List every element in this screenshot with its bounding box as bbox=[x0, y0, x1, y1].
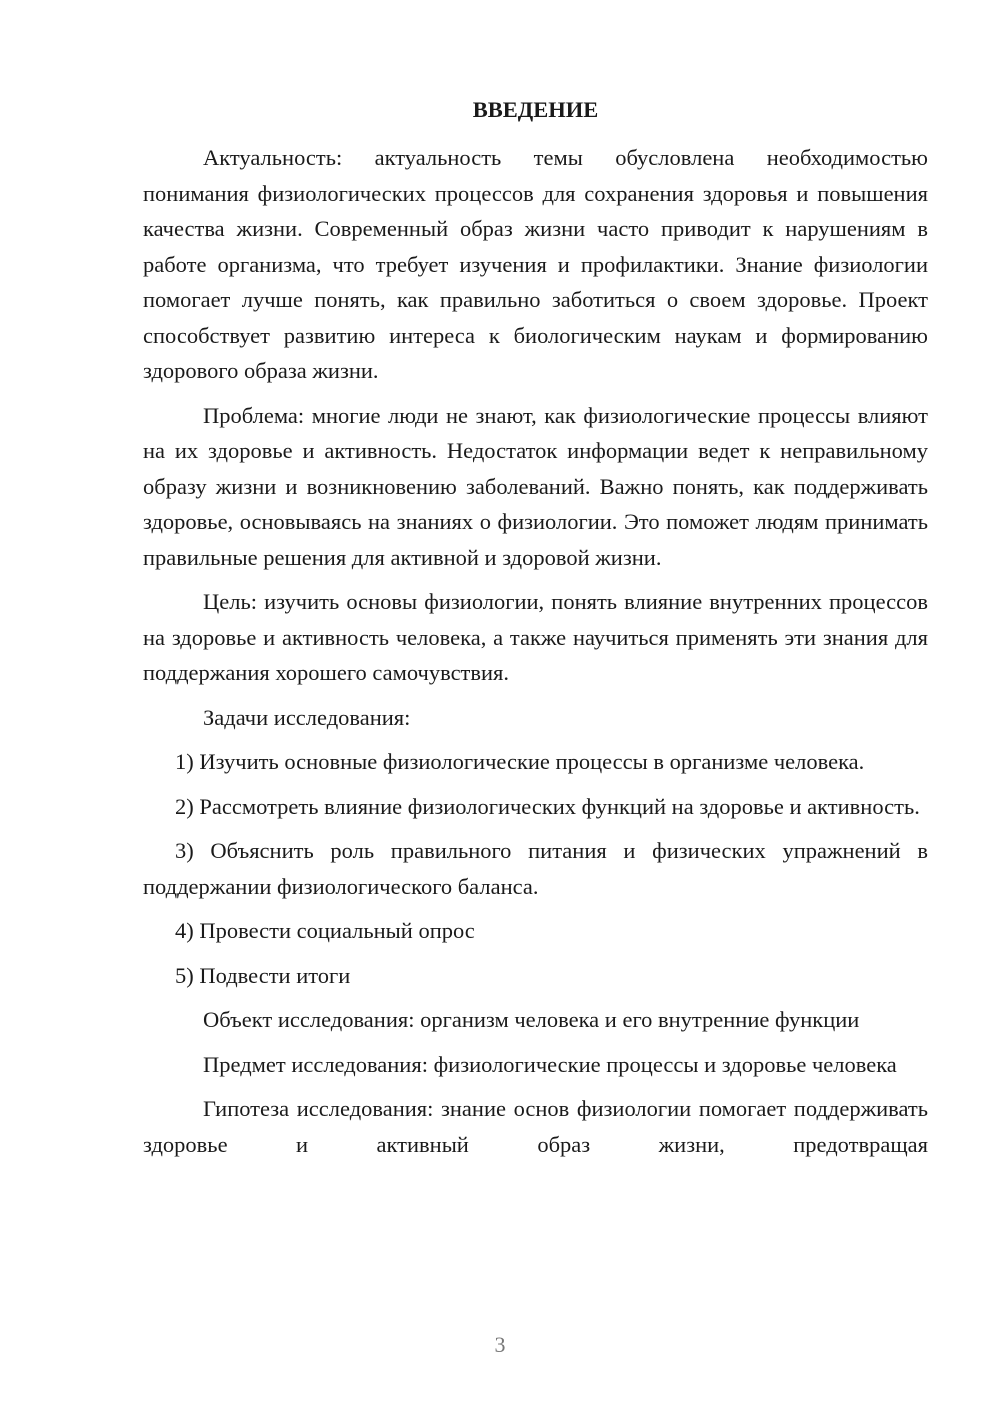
relevance-paragraph: Актуальность: актуальность темы обусловлена необходимостью понимания физиологических процессов для сохранения здоровья и повышения качества жизни. Современный образ жизни часто приводит к нарушениям в работе организма, что требует изучения и профилактики. Знание физиологии помогает лучше понять, как правильно заботиться о своем здоровье. Проект способствует развитию интереса к биологическим наукам и формированию здорового образа жизни. bbox=[143, 145, 928, 383]
task-item: 5) Подвести итоги bbox=[175, 962, 351, 988]
problem-paragraph: Проблема: многие люди не знают, как физиологические процессы влияют на их здоровье и активность. Недостаток информации ведет к неправильному образу жизни и возникновению заболеваний. Важно понять, как поддерживать здоровье, основываясь на знаниях о физиологии. Это поможет людям принимать правильные решения для активной и здоровой жизни. bbox=[143, 402, 928, 570]
hypothesis-paragraph: Гипотеза исследования: знание основ физиологии помогает поддерживать здоровье и активный образ жизни, предотвращая bbox=[143, 1096, 928, 1157]
object-paragraph: Объект исследования: организм человека и его внутренние функции bbox=[203, 1007, 860, 1032]
tasks-heading: Задачи исследования: bbox=[203, 704, 411, 730]
task-item: 3) Объяснить роль правильного питания и физических упражнений в поддержании физиологического баланса. bbox=[143, 838, 928, 899]
page-number: 3 bbox=[494, 1332, 506, 1357]
subject-paragraph: Предмет исследования: физиологические процессы и здоровье человека bbox=[203, 1051, 897, 1077]
task-item: 4) Провести социальный опрос bbox=[175, 918, 475, 943]
task-item: 2) Рассмотреть влияние физиологических функций на здоровье и активность. bbox=[175, 793, 920, 819]
task-item: 1) Изучить основные физиологические процессы в организме человека. bbox=[175, 749, 865, 774]
goal-paragraph: Цель: изучить основы физиологии, понять влияние внутренних процессов на здоровье и активность человека, а также научиться применять эти знания для поддержания хорошего самочувствия. bbox=[143, 589, 928, 685]
page-content bbox=[143, 92, 928, 1171]
page-title: ВВЕДЕНИЕ bbox=[472, 97, 599, 122]
